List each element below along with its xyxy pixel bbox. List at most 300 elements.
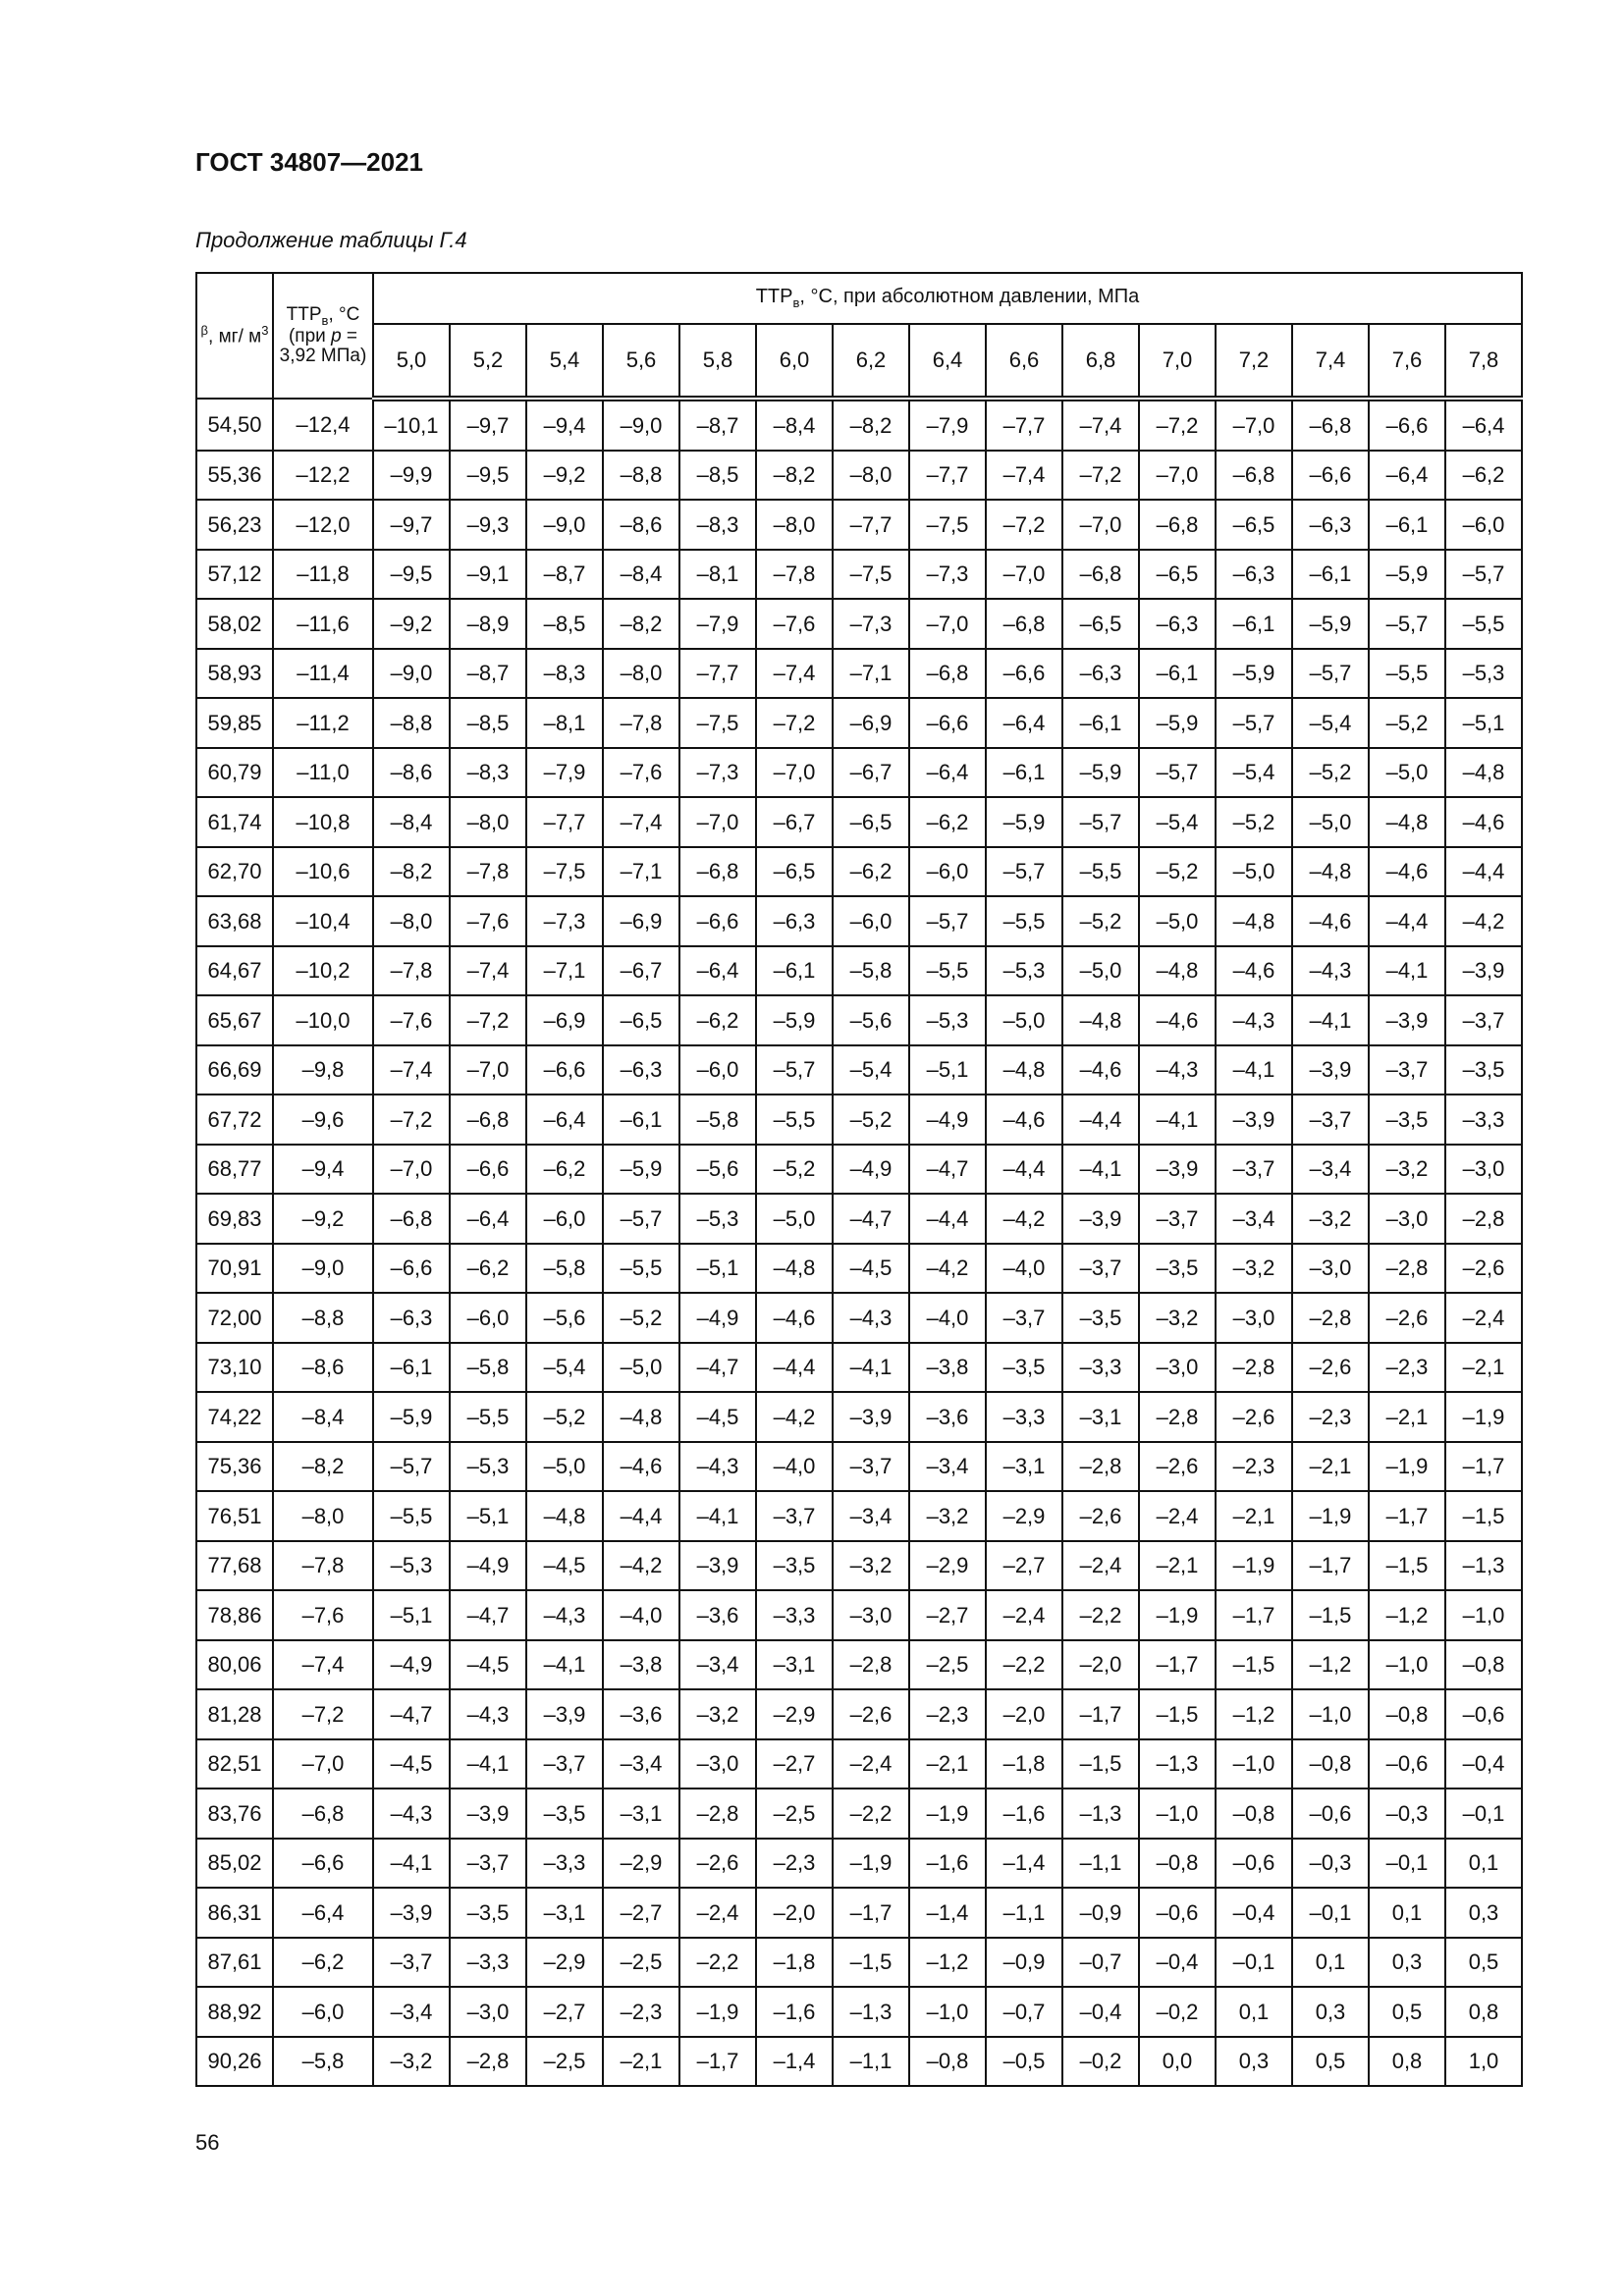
ttr-cell: –5,1 — [373, 1590, 450, 1640]
header-pressure-group — [373, 273, 1522, 324]
ttr-cell: –4,1 — [679, 1491, 756, 1541]
ttr-cell: –1,9 — [909, 1789, 986, 1839]
ttr-cell: –3,7 — [1139, 1194, 1216, 1244]
ttr-cell: –2,9 — [909, 1541, 986, 1591]
ttr-cell: –5,2 — [756, 1145, 833, 1195]
ttr-cell: –5,0 — [1062, 946, 1139, 996]
ttr-ref-cell: –6,6 — [273, 1839, 373, 1889]
ttr-cell: –2,1 — [603, 2037, 679, 2087]
ttr-cell: –7,0 — [1216, 399, 1292, 451]
ttr-cell: –6,8 — [679, 847, 756, 897]
ttr-cell: –4,9 — [833, 1145, 909, 1195]
table-row — [196, 797, 1522, 847]
ttr-cell: –4,3 — [1292, 946, 1369, 996]
beta-cell: 68,77 — [196, 1145, 273, 1195]
ttr-cell: –3,0 — [1369, 1194, 1445, 1244]
ttr-cell: –0,3 — [1292, 1839, 1369, 1889]
ttr-cell: –6,1 — [1216, 599, 1292, 649]
ttr-cell: –3,2 — [373, 2037, 450, 2087]
ttr-cell: –9,9 — [373, 451, 450, 501]
ttr-cell: –7,8 — [450, 847, 526, 897]
header-pressure: 7,6 — [1369, 324, 1445, 399]
ttr-cell: –2,3 — [1369, 1343, 1445, 1393]
ttr-cell: –6,2 — [833, 847, 909, 897]
ttr-ref-cell: –10,4 — [273, 896, 373, 946]
ttr-cell: –3,2 — [1292, 1194, 1369, 1244]
ttr-cell: –4,8 — [526, 1491, 603, 1541]
ttr-cell: –5,9 — [1369, 550, 1445, 600]
ttr-cell: –9,5 — [450, 451, 526, 501]
beta-cell: 64,67 — [196, 946, 273, 996]
ttr-cell: –5,2 — [1216, 797, 1292, 847]
table-row — [196, 896, 1522, 946]
ttr-ref-cell: –9,8 — [273, 1045, 373, 1095]
ttr-cell: –8,2 — [603, 599, 679, 649]
ttr-cell: –0,1 — [1216, 1938, 1292, 1988]
header-pressure: 6,2 — [833, 324, 909, 399]
ttr-cell: –3,1 — [603, 1789, 679, 1839]
ttr-cell: –3,9 — [1062, 1194, 1139, 1244]
ttr-cell: –5,6 — [679, 1145, 756, 1195]
ttr-cell: –5,7 — [373, 1442, 450, 1492]
ttr-cell: –4,0 — [756, 1442, 833, 1492]
ttr-ref-cell: –7,8 — [273, 1541, 373, 1591]
table-row — [196, 847, 1522, 897]
ttr-cell: –3,1 — [986, 1442, 1062, 1492]
ttr-cell: –3,1 — [756, 1640, 833, 1690]
ttr-cell: –3,0 — [1292, 1244, 1369, 1294]
ttr-cell: –2,6 — [833, 1689, 909, 1739]
ttr-cell: –5,7 — [1062, 797, 1139, 847]
ttr-cell: –4,6 — [986, 1095, 1062, 1145]
ttr-cell: –0,3 — [1369, 1789, 1445, 1839]
ttr-cell: –3,9 — [1139, 1145, 1216, 1195]
ttr-cell: –5,1 — [679, 1244, 756, 1294]
ttr-cell: –3,5 — [1062, 1293, 1139, 1343]
ttr-pressure: = 3,92 МПа) — [279, 326, 367, 367]
ttr-cell: –1,5 — [1139, 1689, 1216, 1739]
table-row — [196, 1392, 1522, 1442]
ttr-cell: –3,3 — [986, 1392, 1062, 1442]
ttr-cell: –4,8 — [1139, 946, 1216, 996]
ttr-cell: –6,1 — [986, 748, 1062, 798]
ttr-cell: –4,7 — [679, 1343, 756, 1393]
ttr-cell: –3,7 — [1369, 1045, 1445, 1095]
ttr-cell: –3,9 — [450, 1789, 526, 1839]
ttr-cell: –4,7 — [450, 1590, 526, 1640]
ttr-cell: –4,7 — [373, 1689, 450, 1739]
ttr-cell: –1,5 — [1445, 1491, 1522, 1541]
ttr-cell: –4,2 — [756, 1392, 833, 1442]
ttr-cell: –9,0 — [373, 649, 450, 699]
ttr-cell: –7,0 — [756, 748, 833, 798]
ttr-cell: –2,5 — [526, 2037, 603, 2087]
ttr-ref-cell: –7,6 — [273, 1590, 373, 1640]
ttr-ref-cell: –11,6 — [273, 599, 373, 649]
beta-cell: 60,79 — [196, 748, 273, 798]
ttr-cell: –5,7 — [986, 847, 1062, 897]
ttr-cell: –4,1 — [450, 1739, 526, 1789]
ttr-cell: –0,2 — [1062, 2037, 1139, 2087]
ttr-cell: –5,0 — [603, 1343, 679, 1393]
ttr-cell: –2,5 — [909, 1640, 986, 1690]
ttr-ref-cell: –6,2 — [273, 1938, 373, 1988]
ttr-cell: –5,9 — [1139, 698, 1216, 748]
beta-cell: 81,28 — [196, 1689, 273, 1739]
ttr-cell: –8,1 — [679, 550, 756, 600]
ttr-cell: –8,6 — [373, 748, 450, 798]
ttr-cell: 0,5 — [1292, 2037, 1369, 2087]
ttr-cell: –1,7 — [1139, 1640, 1216, 1690]
ttr-cell: –1,5 — [1216, 1640, 1292, 1690]
ttr-ref-cell: –10,0 — [273, 995, 373, 1045]
table-row — [196, 1244, 1522, 1294]
ttr-cell: –4,6 — [1292, 896, 1369, 946]
ttr-cell: –5,5 — [909, 946, 986, 996]
ttr-cell: –4,6 — [756, 1293, 833, 1343]
ttr-cell: –1,3 — [1445, 1541, 1522, 1591]
ttr-cell: –4,5 — [833, 1244, 909, 1294]
ttr-cell: –4,1 — [1369, 946, 1445, 996]
ttr-cell: –4,8 — [986, 1045, 1062, 1095]
ttr-cell: –3,4 — [603, 1739, 679, 1789]
ttr-cell: –5,9 — [1062, 748, 1139, 798]
ttr-cell: –6,4 — [526, 1095, 603, 1145]
ttr-cell: –7,6 — [756, 599, 833, 649]
ttr-ref-cell: –12,0 — [273, 500, 373, 550]
table-row — [196, 599, 1522, 649]
ttr-cell: –2,8 — [1445, 1194, 1522, 1244]
ttr-cell: –2,7 — [526, 1987, 603, 2037]
ttr-cell: –7,2 — [756, 698, 833, 748]
ttr-cell: –4,1 — [1292, 995, 1369, 1045]
ttr-cell: –3,3 — [450, 1938, 526, 1988]
ttr-cell: –4,7 — [833, 1194, 909, 1244]
unit-exponent: 3 — [261, 323, 269, 339]
table-row — [196, 1789, 1522, 1839]
ttr-cell: –3,2 — [1139, 1293, 1216, 1343]
group-ttr: ТТР — [755, 286, 793, 308]
ttr-cell: –5,7 — [756, 1045, 833, 1095]
ttr-cell: –2,1 — [1445, 1343, 1522, 1393]
beta-cell: 66,69 — [196, 1045, 273, 1095]
ttr-cell: –0,7 — [986, 1987, 1062, 2037]
table-row — [196, 1640, 1522, 1690]
table-row — [196, 1689, 1522, 1739]
ttr-cell: –3,3 — [756, 1590, 833, 1640]
ttr-cell: –2,2 — [986, 1640, 1062, 1690]
ttr-cell: –5,5 — [1369, 649, 1445, 699]
ttr-cell: –4,3 — [526, 1590, 603, 1640]
ttr-cell: –3,5 — [1445, 1045, 1522, 1095]
ttr-cell: –6,6 — [450, 1145, 526, 1195]
ttr-cell: –3,7 — [526, 1739, 603, 1789]
ttr-cell: –3,0 — [450, 1987, 526, 2037]
ttr-cell: –3,6 — [679, 1590, 756, 1640]
beta-cell: 67,72 — [196, 1095, 273, 1145]
ttr-cell: –2,4 — [1062, 1541, 1139, 1591]
ttr-cell: –4,7 — [909, 1145, 986, 1195]
ttr-ref-cell: –10,6 — [273, 847, 373, 897]
ttr-cell: –5,2 — [526, 1392, 603, 1442]
ttr-cell: –8,3 — [679, 500, 756, 550]
ttr-cell: –4,6 — [1369, 847, 1445, 897]
ttr-cell: –3,9 — [1445, 946, 1522, 996]
ttr-cell: –8,0 — [373, 896, 450, 946]
ttr-cell: –1,5 — [1062, 1739, 1139, 1789]
ttr-cell: –6,1 — [603, 1095, 679, 1145]
ttr-cell: –3,9 — [1216, 1095, 1292, 1145]
ttr-cell: –7,0 — [450, 1045, 526, 1095]
ttr-cell: 0,5 — [1445, 1938, 1522, 1988]
ttr-cell: –6,5 — [1139, 550, 1216, 600]
ttr-cell: –6,2 — [450, 1244, 526, 1294]
ttr-cell: –0,1 — [1292, 1888, 1369, 1938]
table-row — [196, 451, 1522, 501]
ttr-cell: –5,3 — [909, 995, 986, 1045]
ttr-cell: –8,3 — [450, 748, 526, 798]
ttr-cell: –7,4 — [1062, 399, 1139, 451]
ttr-cell: –5,7 — [1139, 748, 1216, 798]
ttr-cell: –6,0 — [909, 847, 986, 897]
ttr-cell: –3,3 — [526, 1839, 603, 1889]
ttr-cell: –7,7 — [909, 451, 986, 501]
ttr-ref-cell: –11,8 — [273, 550, 373, 600]
ttr-cell: –2,9 — [526, 1938, 603, 1988]
ttr-cell: –6,2 — [526, 1145, 603, 1195]
table-row — [196, 1938, 1522, 1988]
ttr-cell: –5,2 — [833, 1095, 909, 1145]
ttr-cell: –7,7 — [679, 649, 756, 699]
ttr-cell: –1,5 — [1369, 1541, 1445, 1591]
ttr-cell: –5,8 — [526, 1244, 603, 1294]
ttr-cell: –6,2 — [1445, 451, 1522, 501]
ttr-cell: –1,5 — [1292, 1590, 1369, 1640]
header-pressure: 5,2 — [450, 324, 526, 399]
ttr-cell: –3,6 — [603, 1689, 679, 1739]
ttr-cell: –1,7 — [1062, 1689, 1139, 1739]
table-row — [196, 550, 1522, 600]
beta-cell: 87,61 — [196, 1938, 273, 1988]
ttr-cell: –1,4 — [909, 1888, 986, 1938]
ttr-cell: –5,8 — [679, 1095, 756, 1145]
table-row — [196, 698, 1522, 748]
ttr-cell: –2,8 — [1216, 1343, 1292, 1393]
ttr-cell: –3,7 — [450, 1839, 526, 1889]
table-row — [196, 946, 1522, 996]
ttr-cell: 1,0 — [1445, 2037, 1522, 2087]
group-label: , °С, при абсолютном давлении, МПа — [799, 286, 1140, 308]
ttr-cell: –7,4 — [756, 649, 833, 699]
ttr-cell: –5,6 — [833, 995, 909, 1045]
ttr-cell: –5,2 — [1139, 847, 1216, 897]
ttr-cell: –5,4 — [1139, 797, 1216, 847]
ttr-cell: 0,5 — [1369, 1987, 1445, 2037]
header-pressure: 7,4 — [1292, 324, 1369, 399]
table-row — [196, 1491, 1522, 1541]
ttr-cell: –2,3 — [1292, 1392, 1369, 1442]
ttr-cell: –4,1 — [526, 1640, 603, 1690]
ttr-cell: –9,5 — [373, 550, 450, 600]
ttr-cell: –5,0 — [526, 1442, 603, 1492]
ttr-cell: –3,8 — [909, 1343, 986, 1393]
ttr-cell: –7,8 — [756, 550, 833, 600]
ttr-cell: –3,5 — [526, 1789, 603, 1839]
ttr-cell: –4,8 — [1292, 847, 1369, 897]
beta-cell: 75,36 — [196, 1442, 273, 1492]
beta-cell: 58,02 — [196, 599, 273, 649]
ttr-cell: –0,6 — [1139, 1888, 1216, 1938]
ttr-cell: –0,4 — [1445, 1739, 1522, 1789]
ttr-cell: –7,3 — [526, 896, 603, 946]
ttr-cell: –6,4 — [1369, 451, 1445, 501]
beta-cell: 90,26 — [196, 2037, 273, 2087]
ttr-cell: –6,0 — [679, 1045, 756, 1095]
ttr-cell: –0,8 — [909, 2037, 986, 2087]
ttr-cell: –1,0 — [1216, 1739, 1292, 1789]
ttr-cell: –6,2 — [679, 995, 756, 1045]
ttr-cell: –7,5 — [679, 698, 756, 748]
ttr-cell: –6,0 — [833, 896, 909, 946]
ttr-cell: –1,6 — [756, 1987, 833, 2037]
ttr-cell: –6,8 — [450, 1095, 526, 1145]
ttr-cell: –1,6 — [909, 1839, 986, 1889]
ttr-cell: –8,5 — [450, 698, 526, 748]
ttr-cell: –2,2 — [833, 1789, 909, 1839]
ttr-cell: –1,7 — [1292, 1541, 1369, 1591]
ttr-cell: –5,5 — [373, 1491, 450, 1541]
ttr-cell: –4,6 — [1216, 946, 1292, 996]
table-row — [196, 1095, 1522, 1145]
beta-cell: 86,31 — [196, 1888, 273, 1938]
ttr-cell: –2,6 — [1062, 1491, 1139, 1541]
ttr-cell: –5,9 — [373, 1392, 450, 1442]
ttr-cell: –5,3 — [679, 1194, 756, 1244]
ttr-cell: –2,5 — [603, 1938, 679, 1988]
ttr-cell: –7,8 — [373, 946, 450, 996]
ttr-cell: –6,3 — [1139, 599, 1216, 649]
ttr-cell: –1,2 — [1369, 1590, 1445, 1640]
ttr-cell: –8,0 — [833, 451, 909, 501]
ttr-cell: –4,8 — [1369, 797, 1445, 847]
beta-cell: 59,85 — [196, 698, 273, 748]
ttr-cell: –8,5 — [679, 451, 756, 501]
ttr-cell: –3,9 — [1292, 1045, 1369, 1095]
ttr-cell: –3,9 — [679, 1541, 756, 1591]
ttr-cell: –8,7 — [526, 550, 603, 600]
ttr-cell: –9,3 — [450, 500, 526, 550]
ttr-cell: –0,8 — [1445, 1640, 1522, 1690]
ttr-cell: –5,7 — [1445, 550, 1522, 600]
ttr-cell: –2,9 — [986, 1491, 1062, 1541]
ttr-cell: –5,2 — [1292, 748, 1369, 798]
document-title: ГОСТ 34807—2021 — [195, 147, 423, 177]
ttr-cell: –4,6 — [1139, 995, 1216, 1045]
ttr-label: ТТР — [286, 303, 322, 325]
ttr-cell: –3,7 — [756, 1491, 833, 1541]
ttr-cell: –1,9 — [1445, 1392, 1522, 1442]
ttr-cell: –6,7 — [756, 797, 833, 847]
ttr-cell: –0,7 — [1062, 1938, 1139, 1988]
ttr-cell: –2,2 — [1062, 1590, 1139, 1640]
ttr-cell: –6,6 — [909, 698, 986, 748]
ttr-cell: –6,3 — [756, 896, 833, 946]
ttr-cell: –4,6 — [603, 1442, 679, 1492]
ttr-cell: –7,5 — [909, 500, 986, 550]
ttr-cell: –4,2 — [1445, 896, 1522, 946]
header-pressure: 6,4 — [909, 324, 986, 399]
ttr-cell: –5,2 — [1369, 698, 1445, 748]
ttr-cell: –7,1 — [526, 946, 603, 996]
ttr-cell: –1,9 — [679, 1987, 756, 2037]
ttr-cell: –5,1 — [909, 1045, 986, 1095]
ttr-cell: –4,5 — [373, 1739, 450, 1789]
ttr-cell: –2,4 — [833, 1739, 909, 1789]
ttr-cell: –2,3 — [756, 1839, 833, 1889]
beta-cell: 77,68 — [196, 1541, 273, 1591]
ttr-cell: –6,0 — [526, 1194, 603, 1244]
beta-cell: 82,51 — [196, 1739, 273, 1789]
ttr-cell: –4,4 — [986, 1145, 1062, 1195]
ttr-cell: –8,1 — [526, 698, 603, 748]
ttr-cell: –3,3 — [1062, 1343, 1139, 1393]
ttr-cell: –2,8 — [833, 1640, 909, 1690]
table-row — [196, 748, 1522, 798]
page-number: 56 — [195, 2130, 220, 2155]
ttr-cell: 0,3 — [1292, 1987, 1369, 2037]
ttr-cell: –4,3 — [373, 1789, 450, 1839]
ttr-cell: –7,0 — [909, 599, 986, 649]
ttr-cell: –7,9 — [679, 599, 756, 649]
ttr-cell: –4,1 — [1139, 1095, 1216, 1145]
ttr-ref-cell: –9,4 — [273, 1145, 373, 1195]
group-ttr-sub: в — [792, 295, 800, 311]
ttr-cell: –1,0 — [1139, 1789, 1216, 1839]
ttr-cell: –0,9 — [1062, 1888, 1139, 1938]
ttr-cell: –2,9 — [756, 1689, 833, 1739]
ttr-cell: –5,5 — [603, 1244, 679, 1294]
beta-cell: 74,22 — [196, 1392, 273, 1442]
ttr-cell: –0,8 — [1369, 1689, 1445, 1739]
ttr-ref-cell: –6,4 — [273, 1888, 373, 1938]
ttr-cell: –3,5 — [986, 1343, 1062, 1393]
ttr-cell: –7,4 — [373, 1045, 450, 1095]
ttr-cell: –7,9 — [526, 748, 603, 798]
ttr-cell: –1,9 — [1139, 1590, 1216, 1640]
ttr-cell: –3,1 — [1062, 1392, 1139, 1442]
ttr-cell: –2,7 — [986, 1541, 1062, 1591]
ttr-cell: –4,4 — [1369, 896, 1445, 946]
ttr-cell: –4,1 — [1216, 1045, 1292, 1095]
ttr-cell: –5,9 — [986, 797, 1062, 847]
ttr-cell: –2,6 — [1445, 1244, 1522, 1294]
ttr-cell: –0,1 — [1445, 1789, 1522, 1839]
ttr-cell: 0,3 — [1216, 2037, 1292, 2087]
ttr-cell: –0,9 — [986, 1938, 1062, 1988]
beta-cell: 56,23 — [196, 500, 273, 550]
beta-cell: 65,67 — [196, 995, 273, 1045]
ttr-cell: –5,5 — [1062, 847, 1139, 897]
ttr-cell: –8,6 — [603, 500, 679, 550]
header-pressure: 6,0 — [756, 324, 833, 399]
table-row — [196, 1839, 1522, 1889]
ttr-cell: –7,8 — [603, 698, 679, 748]
ttr-cell: –1,4 — [756, 2037, 833, 2087]
ttr-ref-cell: –6,8 — [273, 1789, 373, 1839]
ttr-cell: –2,1 — [1216, 1491, 1292, 1541]
ttr-cell: –2,7 — [603, 1888, 679, 1938]
ttr-cell: –1,7 — [1445, 1442, 1522, 1492]
